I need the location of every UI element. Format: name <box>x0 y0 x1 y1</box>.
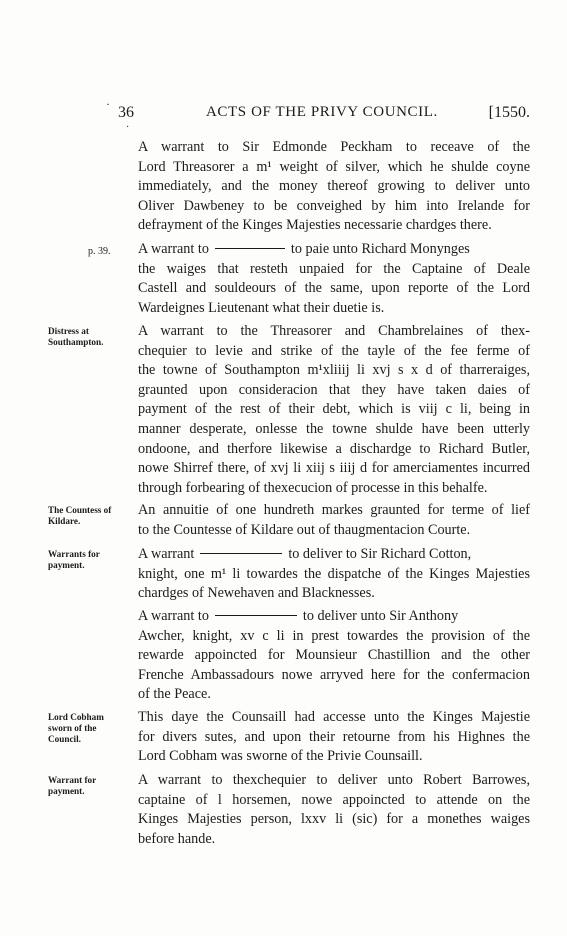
entry-paragraph: A warrant to deliver to Sir Richard Cotton, knight, one m¹ li towardes the dispatche of the Kinges Majesties chardges of Newehaven and Blacknesses. <box>138 546 530 602</box>
speck-mark: · <box>126 122 130 133</box>
entry-paragraph: An annuitie of one hundreth markes graunted for terme of lief to the Countesse of Kildare out of thaugmentacion Courte. <box>138 502 530 538</box>
blank-line <box>215 615 297 616</box>
year-marker: [1550. <box>488 104 530 121</box>
entry-paragraph: A warrant to Sir Edmonde Peckham to receave of the Lord Threasorer a m¹ weight of silver, which he shulde coyne immediately, and the money thereof growing to deliver unto Oliver Dawbeney to be conveighed by him into Irelande for defrayment of the Kinges Majesties necessarie chardges there. <box>138 139 530 234</box>
running-title: ACTS OF THE PRIVY COUNCIL. <box>206 104 438 120</box>
entry-paragraph: A warrant to to paie unto Richard Monynges the waiges that resteth unpaied for the Captaine of Deale Castell and souldeours of the same, upon reporte of the Lord Wardeignes Lieutenant what their duetie is. <box>138 241 530 316</box>
page-header <box>118 104 530 124</box>
margin-note: The Countess of Kildare. <box>48 505 112 526</box>
margin-note: Warrant for payment. <box>48 775 97 796</box>
entry-paragraph: This daye the Counsaill had accesse unto the Kinges Majestie for divers sutes, and upon their retourne from his Highnes the Lord Cobham was sworne of the Privie Counsaill. <box>138 709 530 765</box>
blank-line <box>215 248 285 249</box>
speck-mark: · <box>106 97 110 111</box>
page-reference: p. 39. <box>88 246 111 257</box>
entry-paragraph: A warrant to the Threasorer and Chambrelaines of thex- chequier to levie and strike of the tayle of the fee ferme of the towne of Southampton m¹xliiij li xvj s x d of tharreraiges, graunted upon consideracion that they have taken daies of payment of the rest of their debt, which is viij c li, being in manner desperate, onlesse the towne shulde have been utterly ondoone, and therfore likewise a dischardge to Richard Butler, nowe Shirref there, of xvj li xiij s iiij d for amerciamentes incurred through forbearing of thexecucion of processe in this behalfe. <box>138 323 530 496</box>
entry-paragraph: A warrant to to deliver unto Sir Anthony Awcher, knight, xv c li in prest towardes the provision of the rewarde appoincted for Mounsieur Chastillion and the other Frenche Ambassadours nowe arryved here for the confermacion of the Peace. <box>138 608 530 703</box>
blank-line <box>200 553 282 554</box>
margin-note: Lord Cobham sworn of the Council. <box>48 712 104 744</box>
margin-note: Warrants for payment. <box>48 549 100 570</box>
margin-note: Distress at Southampton. <box>48 326 104 347</box>
page-number: 36 <box>118 104 134 121</box>
entry-paragraph: A warrant to thexchequier to deliver unto Robert Barrowes, captaine of l horsemen, nowe appoincted to attende on the Kinges Majesties person, lxxv li (sic) for a monethes waiges before hande. <box>138 772 530 847</box>
